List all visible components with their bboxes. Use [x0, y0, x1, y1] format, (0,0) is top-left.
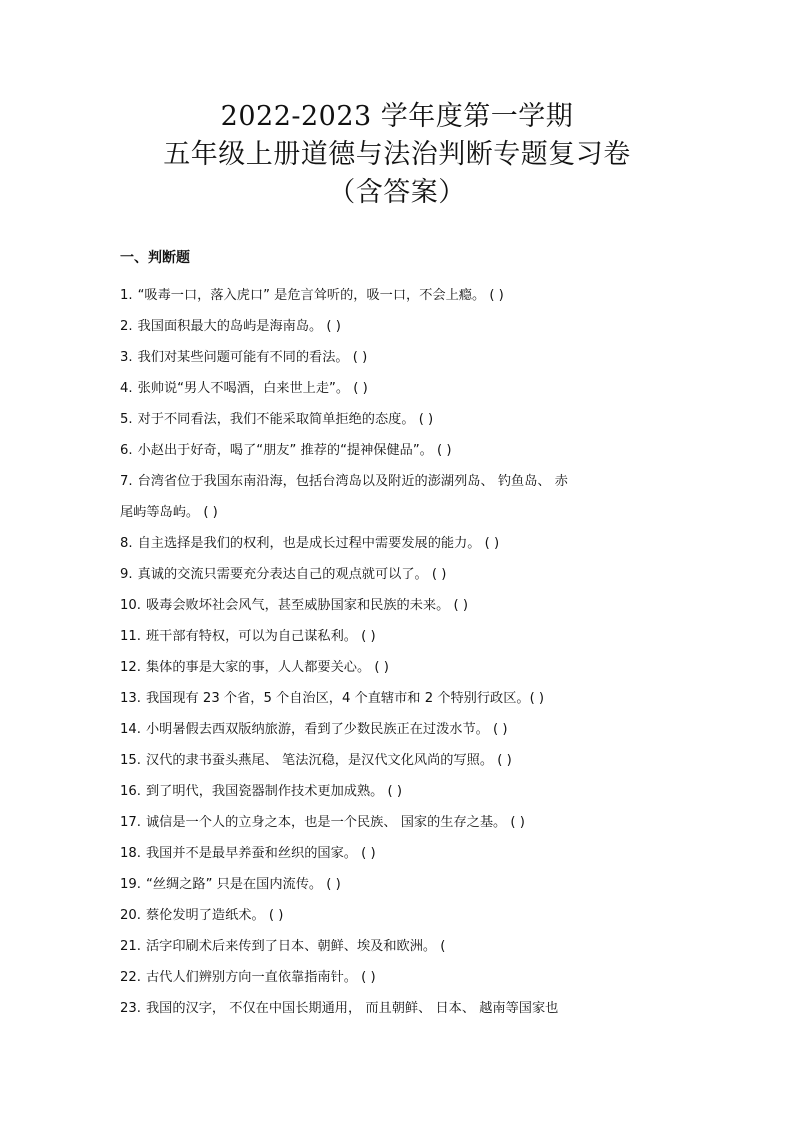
question-text-continuation: 尾屿等岛屿。 ( )	[120, 505, 218, 520]
section-heading: 一、判断题	[120, 250, 190, 266]
question-text: 古代人们辨别方向一直依靠指南针。 ( )	[145, 970, 376, 985]
question-number: 15.	[120, 753, 141, 768]
question-text: 我国现有 23 个省，5 个自治区，4 个直辖市和 2 个特别行政区。( )	[145, 691, 545, 706]
question-text: 真诚的交流只需要充分表达自己的观点就可以了。 ( )	[137, 567, 447, 582]
question-number: 4.	[120, 381, 133, 396]
question-number: 17.	[120, 815, 141, 830]
question-text: 吸毒会败坏社会风气，甚至威胁国家和民族的未来。 ( )	[145, 598, 468, 613]
question-item	[120, 435, 680, 466]
question-item	[120, 776, 680, 807]
question-number: 5.	[120, 412, 133, 427]
question-item	[120, 745, 680, 776]
question-item	[120, 404, 680, 435]
question-number: 22.	[120, 970, 141, 985]
question-number: 8.	[120, 536, 133, 551]
question-item	[120, 900, 680, 931]
question-number: 3.	[120, 350, 133, 365]
question-item	[120, 373, 680, 404]
question-item	[120, 621, 680, 652]
question-text: 我们对某些问题可能有不同的看法。 ( )	[137, 350, 368, 365]
question-item	[120, 714, 680, 745]
question-number: 21.	[120, 939, 141, 954]
question-text: “丝绸之路” 只是在国内流传。 ( )	[145, 877, 341, 892]
question-item	[120, 962, 680, 993]
question-text: “吸毒一口，落入虎口” 是危言耸听的，吸一口，不会上瘾。 ( )	[137, 288, 504, 303]
question-number: 6.	[120, 443, 133, 458]
question-number: 23.	[120, 1001, 141, 1016]
question-item	[120, 652, 680, 683]
question-text: 班干部有特权，可以为自己谋私利。 ( )	[145, 629, 376, 644]
question-text: 诚信是一个人的立身之本，也是一个民族、 国家的生存之基。 ( )	[145, 815, 525, 830]
question-item	[120, 528, 680, 559]
question-number: 19.	[120, 877, 141, 892]
question-item	[120, 280, 680, 311]
question-number: 16.	[120, 784, 141, 799]
title-line-answer-note: （含答案）	[328, 177, 466, 208]
question-item	[120, 683, 680, 714]
question-item	[120, 311, 680, 342]
question-number: 18.	[120, 846, 141, 861]
question-item	[120, 342, 680, 373]
question-text: 汉代的隶书蚕头燕尾、 笔法沉稳，是汉代文化风尚的写照。 ( )	[145, 753, 512, 768]
question-text: 张帅说“男人不喝酒，白来世上走”。 ( )	[137, 381, 368, 396]
question-item	[120, 869, 680, 900]
question-item	[120, 590, 680, 621]
question-text: 我国的汉字， 不仅在中国长期通用， 而且朝鲜、 日本、 越南等国家也	[145, 1001, 559, 1016]
title-line-subject: 五年级上册道德与法治判断专题复习卷	[163, 139, 631, 170]
question-number: 20.	[120, 908, 141, 923]
question-item	[120, 993, 680, 1024]
question-text: 我国面积最大的岛屿是海南岛。 ( )	[137, 319, 341, 334]
question-text: 我国并不是最早养蚕和丝织的国家。 ( )	[145, 846, 376, 861]
question-number: 12.	[120, 660, 141, 675]
question-text: 集体的事是大家的事，人人都要关心。 ( )	[145, 660, 389, 675]
question-number: 7.	[120, 474, 133, 489]
question-number: 10.	[120, 598, 141, 613]
question-number: 9.	[120, 567, 133, 582]
question-item	[120, 466, 680, 528]
question-text: 对于不同看法，我们不能采取简单拒绝的态度。 ( )	[137, 412, 434, 427]
question-text: 台湾省位于我国东南沿海，包括台湾岛以及附近的澎湖列岛、 钓鱼岛、 赤	[137, 474, 568, 489]
question-text: 自主选择是我们的权利，也是成长过程中需要发展的能力。 ( )	[137, 536, 500, 551]
document-title	[0, 98, 794, 212]
question-item	[120, 931, 680, 962]
question-text: 到了明代，我国瓷器制作技术更加成熟。 ( )	[145, 784, 403, 799]
question-number: 14.	[120, 722, 141, 737]
question-list	[120, 280, 680, 1024]
question-item	[120, 807, 680, 838]
question-number: 13.	[120, 691, 141, 706]
title-line-school-year: 2022-2023 学年度第一学期	[220, 101, 574, 132]
question-text: 小赵出于好奇，喝了“朋友” 推荐的“提神保健品”。 ( )	[137, 443, 452, 458]
question-text: 蔡伦发明了造纸术。 ( )	[145, 908, 284, 923]
question-item	[120, 559, 680, 590]
question-text: 活字印刷术后来传到了日本、朝鲜、埃及和欧洲。 (	[145, 939, 446, 954]
question-number: 1.	[120, 288, 133, 303]
question-number: 11.	[120, 629, 141, 644]
question-text: 小明暑假去西双版纳旅游，看到了少数民族正在过泼水节。 ( )	[145, 722, 508, 737]
question-number: 2.	[120, 319, 133, 334]
question-item	[120, 838, 680, 869]
